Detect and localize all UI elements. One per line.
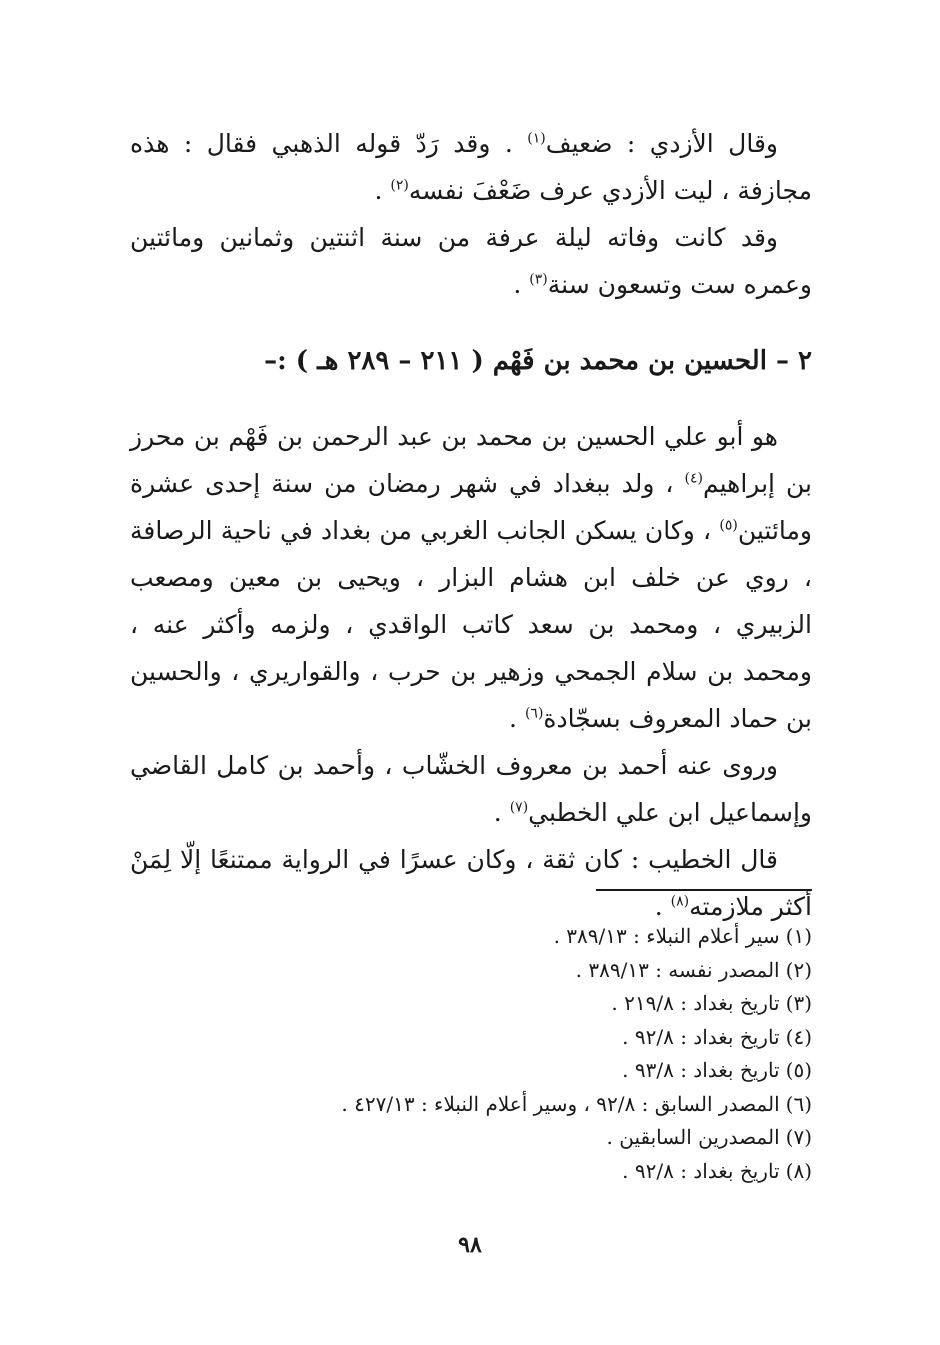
- footnote-text: تاريخ بغداد : ٩٢/٨ .: [622, 1158, 780, 1183]
- footnote-text: تاريخ بغداد : ٩٣/٨ .: [622, 1058, 780, 1082]
- paragraph-biography: [130, 413, 812, 742]
- footnote-number: (٨): [785, 1158, 812, 1183]
- footnote-item: [130, 987, 812, 1021]
- paragraph-text: .: [509, 704, 525, 733]
- paragraph-khatib: [130, 836, 812, 930]
- section-heading: ٢ – الحسين بن محمد بن فَهْم ( ٢١١ – ٢٨٩ هـ ) :–: [264, 346, 812, 376]
- footnote-item: [130, 1054, 812, 1088]
- footnote-text: تاريخ بغداد : ٩٢/٨ .: [622, 1024, 780, 1049]
- footnote-text: سير أعلام النبلاء : ٣٨٩/١٣ .: [553, 924, 780, 948]
- footnote-number: (٤): [785, 1024, 812, 1049]
- paragraph-text: وقد كانت وفاته ليلة عرفة من سنة اثنتين وثمانين ومائتين وعمره ست وتسعون سنة: [130, 223, 812, 299]
- paragraph-text: . وقد رَدّ قوله الذهبي فقال : هذه مجازفة ، ليت الأزدي عرف ضَعْفَ نفسه: [130, 129, 812, 205]
- footnote-item: [130, 1021, 812, 1055]
- footnote-ref: (٨): [670, 893, 690, 910]
- footnote-ref: (٧): [509, 799, 529, 816]
- footnote-number: (٣): [785, 991, 812, 1015]
- footnote-text: المصدرين السابقين .: [606, 1125, 780, 1149]
- footnote-number: (٥): [785, 1058, 812, 1082]
- main-text: [130, 120, 812, 930]
- paragraph-narrators: [130, 742, 812, 836]
- page-number: ٩٨: [458, 1232, 482, 1258]
- paragraph-text: .: [513, 270, 530, 299]
- footnote-item: [130, 920, 812, 954]
- footnote-ref: (٥): [719, 517, 738, 534]
- footnote-item: [130, 1088, 812, 1122]
- paragraph-text: وروى عنه أحمد بن معروف الخشّاب ، وأحمد بن كامل القاضي وإسماعيل ابن علي الخطبي: [130, 751, 812, 827]
- footnote-number: (٦): [785, 1091, 812, 1116]
- paragraph-text: هو أبو علي الحسين بن محمد بن عبد الرحمن بن فَهْم بن محرز بن إبراهيم: [130, 422, 812, 498]
- footnote-divider: [596, 889, 812, 891]
- footnote-ref: (٢): [390, 177, 409, 194]
- paragraph-text: وقال الأزدي : ضعيف: [545, 129, 778, 158]
- footnote-ref: (٣): [529, 271, 548, 288]
- footnote-item: [130, 1155, 812, 1189]
- footnote-number: (٢): [785, 957, 812, 982]
- paragraph-text: .: [493, 798, 510, 827]
- paragraph-azdi: [130, 120, 812, 214]
- footnote-number: (٧): [785, 1125, 812, 1149]
- paragraph-death: [130, 214, 812, 308]
- footnote-ref: (١): [527, 130, 546, 147]
- paragraph-text: قال الخطيب : كان ثقة ، وكان عسرًا في الرواية ممتنعًا إلّا لِمَنْ أكثر ملازمته: [130, 845, 812, 921]
- footnote-text: المصدر نفسه : ٣٨٩/١٣ .: [575, 957, 780, 982]
- footnote-text: المصدر السابق : ٩٢/٨ ، وسير أعلام النبلاء : ٤٢٧/١٣ .: [341, 1091, 780, 1116]
- footnotes: [130, 920, 812, 1188]
- footnote-item: [130, 954, 812, 988]
- footnote-ref: (٤): [684, 470, 703, 487]
- paragraph-text: ، ولد ببغداد في شهر رمضان من سنة إحدى عشرة ومائتين: [130, 469, 812, 545]
- footnote-text: تاريخ بغداد : ٢١٩/٨ .: [611, 991, 780, 1015]
- footnote-item: [130, 1121, 812, 1155]
- footnote-ref: (٦): [524, 705, 544, 722]
- footnote-number: (١): [785, 924, 812, 948]
- paragraph-text: ، وكان يسكن الجانب الغربي من بغداد في ناحية الرصافة ، روي عن خلف ابن هشام البزار ، ويحيى بن معين ومصعب الزبيري ، ومحمد بن سعد كاتب الواقدي ، ولزمه وأكثر عنه ، ومحمد بن سلام الجمحي وزهير بن حرب ، والقواريري ، والحسين بن حماد المعروف بسجّادة: [130, 516, 812, 733]
- paragraph-text: .: [374, 176, 391, 205]
- paragraph-text: .: [654, 892, 671, 921]
